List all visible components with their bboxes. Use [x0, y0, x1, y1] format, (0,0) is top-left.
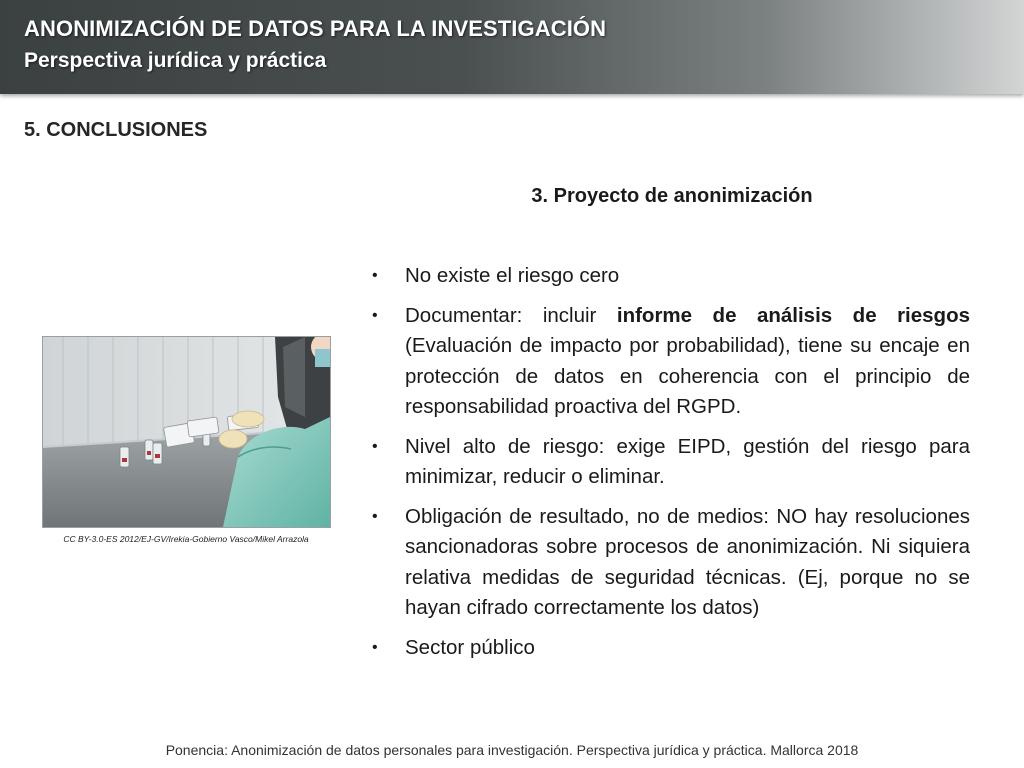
slide-subtitle: Perspectiva jurídica y práctica — [24, 49, 327, 72]
photo-credit: CC BY-3.0-ES 2012/EJ-GV/Irekia-Gobierno Vasco/Mikel Arrazola — [63, 534, 309, 544]
lab-photo — [42, 336, 331, 528]
list-item — [370, 301, 970, 423]
bullet-dot-icon: • — [372, 437, 378, 455]
bullet-text: Obligación de resultado, no de medios: NO hay resoluciones sancionadoras sobre procesos de anonimización. Ni siquiera relativa medidas de seguridad técnicas. (Ej, porque no se hayan cifrado correctamente los datos) — [405, 504, 970, 619]
bullet-dot-icon: • — [372, 507, 378, 525]
bullet-dot-icon: • — [372, 267, 378, 284]
bullet-text: No existe el riesgo cero — [405, 264, 620, 287]
list-item — [370, 502, 970, 624]
bullet-emphasis: informe de análisis de riesgos — [616, 303, 971, 327]
list-item — [370, 633, 970, 664]
bullet-text: Nivel alto de riesgo: exige EIPD, gestión del riesgo para minimizar, reducir o eliminar. — [405, 434, 970, 488]
section-heading: 5. CONCLUSIONES — [24, 119, 208, 141]
slide-footer: Ponencia: Anonimización de datos personales para investigación. Perspectiva jurídica y práctica. Mallorca 2018 — [165, 742, 859, 758]
subsection-title: 3. Proyecto de anonimización — [531, 185, 813, 207]
bullet-dot-icon: • — [372, 306, 378, 324]
bullet-text: Documentar: incluir — [405, 303, 617, 327]
bullet-list — [370, 261, 970, 672]
slide-title: ANONIMIZACIÓN DE DATOS PARA LA INVESTIGACIÓN — [24, 16, 607, 41]
bullet-dot-icon: • — [372, 638, 378, 656]
list-item — [370, 432, 970, 493]
bullet-text: (Evaluación de impacto por probabilidad), tiene su encaje en protección de datos en coherencia con el principio de responsabilidad proactiva del RGPD. — [405, 334, 970, 418]
slide-header — [0, 0, 1024, 94]
bullet-text: Sector público — [405, 635, 535, 659]
list-item — [370, 261, 970, 292]
